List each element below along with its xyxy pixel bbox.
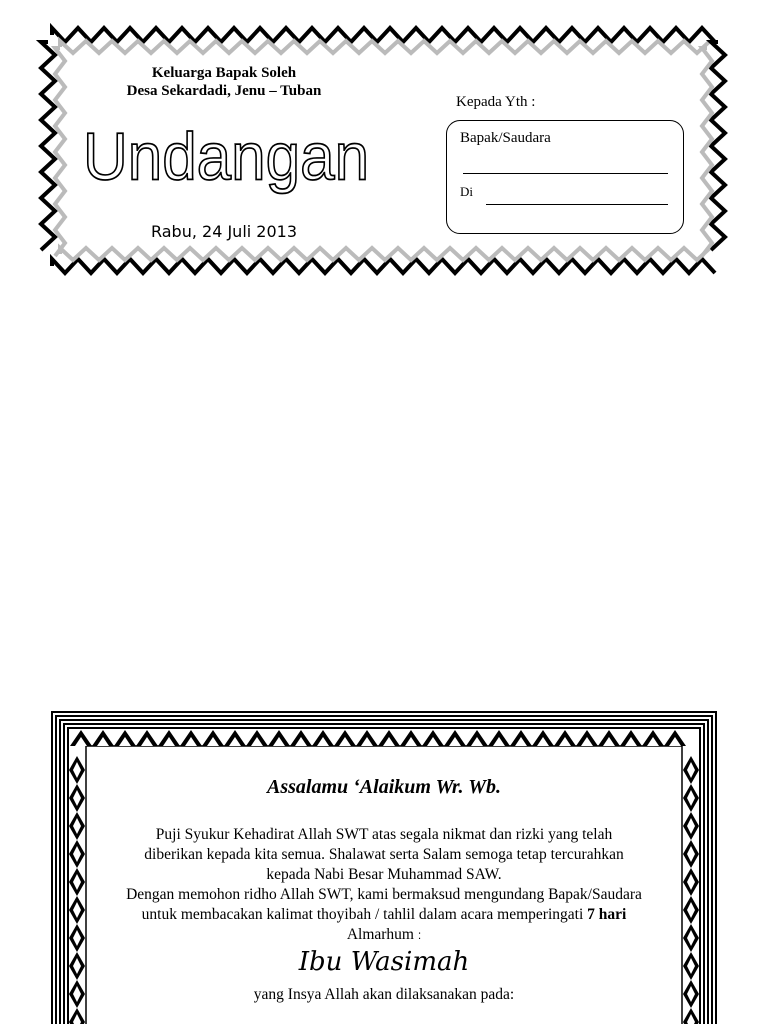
salam-greeting: Assalamu ‘Alaikum Wr. Wb. bbox=[267, 776, 501, 798]
body-text: untuk membacakan kalimat thoyibah / tahlil dalam acara memperingati bbox=[141, 906, 584, 923]
sender-address: Desa Sekardadi, Jenu – Tuban bbox=[126, 83, 322, 99]
body-line: kepada Nabi Besar Muhammad SAW. bbox=[266, 866, 502, 883]
closing-line: yang Insya Allah akan dilaksanakan pada: bbox=[253, 986, 515, 1003]
recipient-label: Bapak/Saudara bbox=[460, 130, 551, 146]
days-count: 7 hari bbox=[587, 906, 627, 923]
body-line: diberikan kepada kita semua. Shalawat serta Salam semoga tetap tercurahkan bbox=[144, 846, 624, 863]
almarhum-colon: : bbox=[417, 928, 422, 942]
event-date: Rabu, 24 Juli 2013 bbox=[150, 222, 298, 241]
body-line: Dengan memohon ridho Allah SWT, kami bermaksud mengundang Bapak/Saudara bbox=[126, 886, 642, 903]
letter-body bbox=[84, 825, 684, 945]
body-line: Puji Syukur Kehadirat Allah SWT atas segala nikmat dan rizki yang telah bbox=[155, 826, 613, 843]
deceased-name: Ibu Wasimah bbox=[298, 947, 470, 977]
sender-name: Keluarga Bapak Soleh bbox=[151, 65, 297, 81]
kepada-label: Kepada Yth : bbox=[456, 94, 536, 110]
svg-text:Undangan: Undangan bbox=[82, 119, 370, 194]
body-line bbox=[84, 925, 684, 945]
almarhum-label: Almarhum bbox=[346, 926, 414, 943]
body-line bbox=[84, 905, 684, 925]
di-label: Di bbox=[460, 184, 473, 199]
